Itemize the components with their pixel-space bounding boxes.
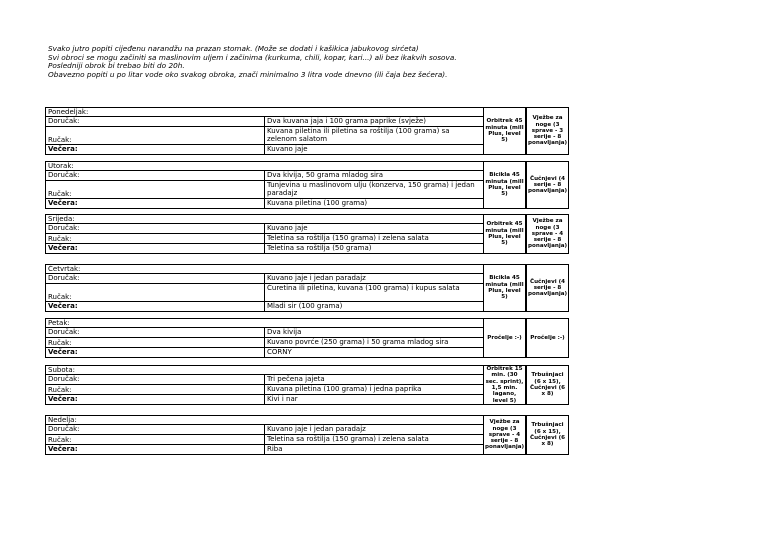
dinner-label: Večera: [46,199,265,209]
day-table [45,365,569,405]
day-name: Subota: [46,366,484,375]
dinner-value: Kuvana piletina (100 grama) [265,199,484,209]
exercise-strength: Čučnjevi (4 serije - 8 ponavljanja) [526,265,569,312]
exercise-strength: Vježbe za noge (3 sprave - 3 serije - 8 ponavljanja) [526,108,569,155]
dinner-value: Mladi sir (100 grama) [265,302,484,312]
lunch-value: Ćuretina ili piletina, kuvana (100 grama) i kupus salata [265,284,484,302]
breakfast-value: Dva kuvana jaja i 100 grama paprike (svježe) [265,117,484,127]
lunch-value: Kuvano povrće (250 grama) i 50 grama mladog sira [265,338,484,348]
exercise-cardio: Vježbe za noge (3 sprave - 4 serije - 8 ponavljanja) [484,416,527,455]
day-name: Srijeda: [46,215,484,224]
breakfast-value: Kuvano jaje i jedan paradajz [265,274,484,284]
intro-line-3: Posledniji obrok bi trebao biti do 20h. [48,61,185,71]
breakfast-value: Dva kivija [265,328,484,338]
lunch-label: Ručak: [46,284,265,302]
lunch-value: Teletina sa roštilja (150 grama) i zelena salata [265,435,484,445]
lunch-value: Kuvana piletina ili piletina sa roštilja (100 grama) sa zelenom salatom [265,127,484,145]
exercise-cardio: Orbitrek 15 min. (30 sec. sprint), 1,5 min. lagano, level 5) [484,366,527,405]
lunch-label: Ručak: [46,385,265,395]
exercise-cardio: Orbitrek 45 minuta (mill Plus, level 5) [484,108,527,155]
lunch-value: Teletina sa roštilja (150 grama) i zelena salata [265,234,484,244]
dinner-label: Večera: [46,302,265,312]
dinner-label: Večera: [46,348,265,358]
breakfast-value: Tri pečena jajeta [265,375,484,385]
intro-line-1: Svako jutro popiti cijeđenu narandžu na prazan stomak. (Može se dodati i kašikica jabukovog sirćeta) [48,44,419,53]
lunch-value: Kuvana piletina (100 grama) i jedna paprika [265,385,484,395]
lunch-label: Ručak: [46,181,265,199]
dinner-value: Riba [265,445,484,455]
day-name: Nedelja: [46,416,484,425]
exercise-cardio: Bicikla 45 minuta (mill Plus, level 5) [484,162,527,209]
exercise-cardio: Pročelje :-) [484,319,527,358]
day-name: Ponedeljak: [46,108,484,117]
day-table [45,161,569,209]
dinner-label: Večera: [46,145,265,155]
exercise-cardio: Orbitrek 45 minuta (mill Plus, level 5) [484,215,527,254]
breakfast-label: Doručak: [46,224,265,234]
breakfast-label: Doručak: [46,328,265,338]
breakfast-value: Kuvano jaje i jedan paradajz [265,425,484,435]
exercise-strength: Trbušnjaci (6 x 15), Čučnjevi (6 x 8) [526,366,569,405]
day-table [45,107,569,155]
dinner-label: Večera: [46,445,265,455]
dinner-value: Teletina sa roštilja (50 grama) [265,244,484,254]
day-name: Petak: [46,319,484,328]
day-table [45,318,569,358]
breakfast-label: Doručak: [46,425,265,435]
breakfast-label: Doručak: [46,171,265,181]
dinner-value: Kivi i nar [265,395,484,405]
intro-text [48,45,468,79]
lunch-label: Ručak: [46,127,265,145]
dinner-value: CORNY [265,348,484,358]
day-name: Četvrtak: [46,265,484,274]
breakfast-label: Doručak: [46,274,265,284]
exercise-strength: Čučnjevi (4 serije - 8 ponavljanja) [526,162,569,209]
dinner-value: Kuvano jaje [265,145,484,155]
breakfast-label: Doručak: [46,117,265,127]
day-table [45,415,569,455]
intro-line-2: Svi obroci se mogu začiniti sa maslinovim uljem i začinima (kurkuma, chili, kopar, kari...) ali bez ikakvih sosova. [48,52,457,62]
breakfast-value: Kuvano jaje [265,224,484,234]
day-table [45,214,569,254]
lunch-value: Tunjevina u maslinovom ulju (konzerva, 150 grama) i jedan paradajz [265,181,484,199]
exercise-strength: Trbušnjaci (6 x 15), Čučnjevi (6 x 8) [526,416,569,455]
breakfast-value: Dva kivija, 50 grama mladog sira [265,171,484,181]
lunch-label: Ručak: [46,338,265,348]
exercise-strength: Pročelje :-) [526,319,569,358]
lunch-label: Ručak: [46,234,265,244]
exercise-cardio: Bicikla 45 minuta (mill Plus, level 5) [484,265,527,312]
dinner-label: Večera: [46,244,265,254]
lunch-label: Ručak: [46,435,265,445]
intro-line-4: Obavezno popiti u po litar vode oko svakog obroka, znači minimalno 3 litra vode dnevno (ili čaja bez šećera). [48,69,448,79]
breakfast-label: Doručak: [46,375,265,385]
day-table [45,264,569,312]
dinner-label: Večera: [46,395,265,405]
exercise-strength: Vježbe za noge (3 sprave - 4 serije - 8 ponavljanja) [526,215,569,254]
day-name: Utorak: [46,162,484,171]
